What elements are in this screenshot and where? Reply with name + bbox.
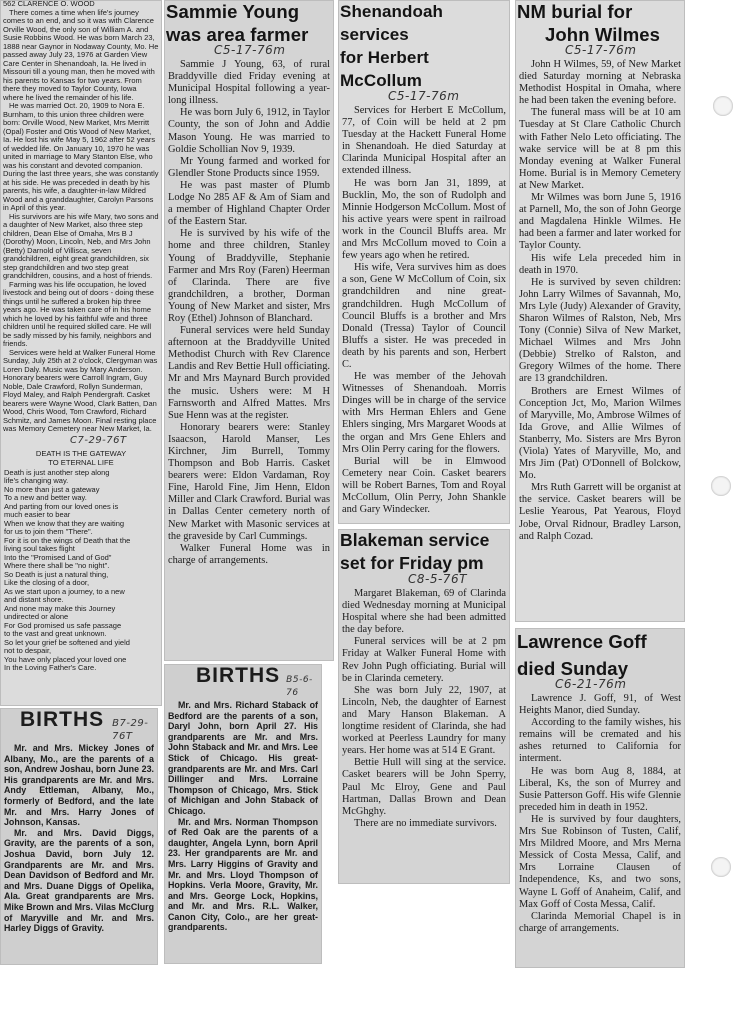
wilmes-paragraph: The funeral mass will be at 10 am Tuesday at St Clare Catholic Church with Father Nelo Leto officiating. The wake service will be at 8 pm this Monday evening at Walker Funeral Home. Burial is in Memory Cemetery at New Market.: [519, 107, 681, 191]
blakeman-paragraph: Margaret Blakeman, 69 of Clarinda died Wednesday morning at Municipal Hospital where she had been admitted the day before.: [342, 588, 506, 636]
wilmes-headline-line-1: NM burial for: [517, 1, 633, 22]
goff-paragraph: He is survived by four daughters, Mrs Sue Robinson of Tusten, Calif, Mrs Mildred Moore, and Mrs Merna Messick of Costa Messa, Calif, and Mrs Lorraine Clausen of Independence, Ks, and two sons, Wayne L Goff of Anaheim, Calif, and Max Goff of Costa Messa, Calif.: [519, 813, 681, 910]
wood-body: [0, 9, 162, 434]
poem-line: When we know that they are waiting: [4, 518, 125, 528]
mccollum-paragraph: Burial will be in Elmwood Cemetery near Coin. Casket bearers will be Robert Barnes, Tom and Royal McCollum, Olin Perry, John Shankle and Gary Windecker.: [342, 455, 506, 516]
mccollum-paragraph: His wife, Vera survives him as does a son, Gene W McCollum of Coin, six grandchildren and nine great-grandchildren. Hugh McCollum of Council Bluffs is a brother and Mrs Donald (Tressa) Taylor of Council Bluffs a sister. He was preceded in death by his parents and son, Herbert C.: [342, 262, 506, 370]
mccollum-obituary-clipping: [338, 0, 510, 524]
wood-paragraph: Farming was his life occupation, he loved livestock and being out of doors - doing these things until he suffered a broken hip three years ago. He was taken care of in his home which he loved by his faithful wife and three children until he required skilled care. He will be sadly missed by his family, neighbors and friends.: [3, 279, 154, 348]
poem-line: living soul takes flight: [4, 544, 75, 553]
poem-line: to the vast and great unknown.: [4, 629, 107, 638]
blakeman-paragraph: She was born July 22, 1907, at Lincoln, Neb, the daughter of Earnest and Mary Hanson Blakeman. A longtime resident of Clarinda, she had worked at Peerless Laundry for many years. Her home was at 514 E Grant.: [342, 684, 506, 757]
births-left-clipping: [0, 708, 158, 965]
births-left-paragraph: Mr. and Mrs. Mickey Jones of Albany, Mo., are the parents of a son, Andrew Joshau, born June 23. His grandparents are Mr. and Mrs. Andy Ettleman, Albany, Mo., formerly of Bedford, and the late Mr. and Mrs. Harry Jones of Johnson, Kansas.: [4, 743, 154, 828]
poem-title-line-1: DEATH IS THE GATEWAY: [35, 448, 127, 458]
poem-title-line-2: TO ETERNAL LIFE: [48, 458, 114, 467]
wilmes-obituary-clipping: [515, 0, 685, 622]
poem-line: Death is just another step along: [4, 467, 110, 477]
wood-paragraph: He was married Oct. 20, 1909 to Nora E. Burnham, to this union three children were born: Orville Wood, New Market, Mrs Merritt (Opal) Foster and Otis Wood of New Market, Ia. He lost his wife May 5, 1962 after 52 years of wedded life. On January 10, 1970 he was united in marriage to Mary Stanton Else, who was his constant and devoted companion. During the last three years, she was constantly at his side. He was preceded in death by his parents, his wife, a daughter-in-law Mildred Wood and a granddaughter, Carolyn Parsons in April of this year.: [3, 101, 159, 212]
poem-line: and distant shore.: [4, 595, 64, 604]
young-paragraph: Honorary bearers were: Stanley Isaacson, Harold Manser, Les Kirchner, Jim Burrell, Tommy Thompson and Bob Harris. Casket bearers were: Eldon Vardaman, Roy Fine, Harold Fine, Jim Henn, Eldon Miller and Clark Crawford. Burial was in Dallas Center cemetery north of New Market with Masonic services at the graveside by Carl Cummings.: [168, 421, 330, 542]
goff-obituary-clipping: [515, 628, 685, 968]
young-paragraph: He is survived by his wife of the home and three children, Stanley Young of Braddyville, Stephanie Farmer and Mrs Roy (Faren) Heerman of Clarinda. There are five grandchildren, a brother, Dorman Young of New Market and sister, Mrs Roy (Ethel) Johnson of Blanchard.: [168, 228, 330, 324]
poem-line: No more than just a gateway: [4, 484, 100, 494]
wood-obituary-clipping: [0, 0, 162, 706]
young-paragraph: Funeral services were held Sunday afternoon at the Braddyville United Methodist Church with Rev Clarence Landis and Rev Bettie Hull officiating. Mr and Mrs Maynard Burch provided the music. Ushers were: M H Farnsworth and Alfred Mattes. Mrs Sue Henn was at the register.: [168, 325, 330, 421]
poem-body: [0, 469, 162, 673]
wood-paragraph: There comes a time when life's journey comes to an end, and so it was with Clarence Orville Wood, the only son of William A. and Susie Robbins Wood. He was born March 23, 1888 near Gaynor in Nodaway County, Mo. He passed away July 23, 1976 at Garden View Care Center in Shenandoah, Ia. He lived in Missouri till a young man, then he moved with his parents to Kansas for two years. From there they moved to Taylor County, Iowa where he lived the remainder of his life.: [3, 7, 159, 102]
young-date-stamp: C5-17-76m: [214, 43, 286, 57]
mccollum-headline-line-2: for Herbert McCollum: [340, 48, 429, 90]
young-paragraph: Mr Young farmed and worked for Glendler Stone Products since 1959.: [168, 155, 330, 179]
blakeman-paragraph: Bettie Hull will sing at the service. Casket bearers will be John Sperry, Paul Mc Elroy, Gene and Paul Hartman, Dallas Brown and Dean McGhghy.: [342, 757, 506, 817]
young-paragraph: Sammie J Young, 63, of rural Braddyville died Friday evening at Municipal Hospital following a year-long illness.: [168, 59, 330, 107]
wilmes-headline-line-2: John Wilmes: [545, 24, 661, 45]
poem-line: And parting from our loved ones is: [4, 501, 119, 511]
mccollum-paragraph: Services for Herbert E McCollum, 77, of Coin will be held at 2 pm Tuesday at the Hackett Funeral Home in Shenandoah. He died Saturday at Clarinda Municipal Hospital after an extended illness.: [342, 105, 506, 177]
blakeman-headline-line-2: set for Friday pm: [340, 553, 484, 573]
wilmes-paragraph: His wife Lela preceded him in death in 1970.: [519, 252, 681, 276]
births-mid-body: [164, 700, 322, 933]
wood-header: 562 CLARENCE O. WOOD: [3, 0, 95, 8]
wood-paragraph: Services were held at Walker Funeral Home Sunday, July 25th at 2 o'clock, Clergyman was Loren Daly. Music was by Mary Anderson. Honorary bearers were Carroll Ingram, Guy Noble, Dale Crawford, Rollyn Sunderman, Floyd Maley, and Ralph Pendergraft. Casket bearers were Wayne Wood, Clark Batten, Dan Wood, Chris Wood, Tom Crawford, Richard Schmitz, and James Moon. Final resting place was Memory Cemetery near New Market, Ia.: [3, 347, 158, 433]
blakeman-headline-line-1: Blakeman service: [340, 530, 490, 550]
wilmes-paragraph: He is survived by seven children: John Larry Wilmes of Savannah, Mo, Mrs Lyle (Judy) Alexander of Gravity, Sharon Wilmes of Ralston, Neb, Mrs Tony (Connie) Silva of New Market, Michael Wilmes and Mrs John (Debbie) Strelko of Ralston, and Gregory Wilmes of the home. There are 13 grandchildren.: [519, 276, 681, 385]
poem-line: So let your grief be softened and yield: [4, 637, 130, 647]
young-body: [164, 59, 334, 567]
poem-line: for us to join them "There".: [4, 527, 93, 536]
mccollum-paragraph: He was member of the Jehovah Witnesses of Shenandoah. Morris Dinges will be in charge of the service with Mrs Herman Ehlers and Gene Ehlers singing, Mrs Margaret Woods at the organ and Mrs Gene Ehlers and Mrs Olin Perry caring for the flowers.: [342, 371, 506, 455]
goff-paragraph: Lawrence J. Goff, 91, of West Heights Manor, died Sunday.: [519, 693, 681, 717]
poem-line: Like the closing of a door,: [4, 578, 90, 587]
blakeman-body: [338, 588, 510, 830]
wilmes-paragraph: Brothers are Ernest Wilmes of Conception Jct, Mo, Marion Wilmes of Maryville, Mo, Ambrose Wilmes of Ida Grove, and Allie Wilmes of Stanberry, Mo. Sisters are Mrs Byron (Viola) Yates of Maryville, Mo, and Mrs Jim (Pat) O'Donnell of Bolckow, Mo.: [519, 385, 681, 482]
binder-hole: [713, 96, 733, 116]
births-left-paragraph: Mr. and Mrs. David Diggs, Gravity, are the parents of a son, Joshua David, born July 12. Grandparents are Mr. and Mrs. Dean Davidson of Bedford and Mr. and Mrs. Duane Diggs of Opelika, Ala. Great grandparents are Mrs. Mike Brown and Mrs. Vilas McClurg of Maryville and Mr. and Mrs. Harley Diggs of Gravity.: [4, 827, 154, 934]
wilmes-date-stamp: C5-17-76m: [565, 43, 637, 57]
poem-line: much easier to bear: [4, 510, 71, 519]
goff-headline-line-1: Lawrence Goff: [517, 631, 647, 652]
poem-line: So Death is just a natural thing,: [4, 569, 109, 579]
goff-body: [515, 693, 685, 935]
wilmes-paragraph: Mr Wilmes was born June 5, 1916 at Parnell, Mo, the son of John George and Magdalena Hinkle Wilmes. He had been a farmer and later worked for Taylor County.: [519, 192, 681, 252]
blakeman-date-stamp: C8-5-76T: [408, 572, 467, 586]
goff-headline-line-2: died Sunday: [517, 658, 629, 679]
mccollum-paragraph: He was born Jan 31, 1899, at Bucklin, Mo, the son of Rudolph and Minnie Hodgerson McCollum. Most of his active years were spent in railroad work in the Council Bluffs area. Mr and Mrs McCollum moved to Coin a few years ago when he retired.: [342, 177, 506, 262]
poem-line: You have only placed your loved one: [4, 654, 127, 664]
births-mid-paragraph: Mr. and Mrs. Richard Staback of Bedford are the parents of a son, Daryl John, born April 27. His grandparents are Mr. and Mrs. John Staback and Mr. and Mrs. Lee Stick of Chicago. His great-grandparents are Mr. and Mrs. Carl Dillinger and Mrs. Lorraine Thompson of Chicago, Mrs. Stick of Michigan and John Staback of Chicago.: [168, 700, 318, 816]
wilmes-body: [515, 59, 685, 543]
poem-line: not to despair,: [4, 646, 52, 655]
wood-date-stamp: C7-29-76T: [70, 434, 127, 446]
blakeman-paragraph: Funeral services will be at 2 pm Friday at Walker Funeral Home with Rev John Pugh officiating. Burial will be in Clarinda cemetery.: [342, 636, 506, 684]
goff-paragraph: He was born Aug 8, 1884, at Liberal, Ks, the son of Murrey and Susie Patterson Goff. His wife Glennie preceded him in death in 1952.: [519, 765, 681, 813]
young-obituary-clipping: [164, 0, 334, 661]
births-left-body: [0, 743, 158, 934]
poem-line: Where there shall be "no night".: [4, 561, 110, 570]
poem-line: As we start upon a journey, to a new: [4, 586, 125, 596]
binder-hole: [711, 857, 731, 877]
mccollum-date-stamp: C5-17-76m: [388, 89, 460, 103]
goff-date-stamp: C6-21-76m: [555, 677, 627, 691]
poem-line: life's changing way.: [4, 476, 69, 485]
young-paragraph: Walker Funeral Home was in charge of arrangements.: [168, 542, 330, 566]
blakeman-paragraph: There are no immediate survivors.: [354, 817, 497, 829]
births-mid-paragraph: Mr. and Mrs. Norman Thompson of Red Oak are the parents of a daughter, Angela Lynn, born April 23. Her grandparents are Mr. and Mrs. Larry Higgins of Gravity and Mr. and Mrs. Lloyd Thompson of Hopkins. Verla Moore, Gravity, Mr. and Mrs. George Lock, Hopkins, and Mr. and Mrs. R.L. Walker, Canon City, Colo., are her great-grandparents.: [168, 816, 318, 933]
young-headline-line-1: Sammie Young: [166, 1, 300, 22]
poem-line: For God promised us safe passage: [4, 620, 122, 630]
poem-line: To a new and better way.: [4, 493, 87, 502]
wilmes-paragraph: Mrs Ruth Garrett will be organist at the service. Casket bearers will be Leslie Yearous, Pat Yearous, Floyd Jobe, Orval Ridnour, Bradley Larson, and Ralph Cozad.: [519, 482, 681, 542]
births-mid-clipping: [164, 664, 322, 964]
goff-paragraph: Clarinda Memorial Chapel is in charge of arrangements.: [519, 910, 681, 934]
young-headline-line-2: was area farmer: [166, 24, 309, 45]
births-left-title: BIRTHS: [20, 708, 105, 731]
binder-hole: [711, 476, 731, 496]
young-paragraph: He was born July 6, 1912, in Taylor County, the son of John and Addie Mason Young. He was married to Goldie Schollian Nov 9, 1939.: [168, 107, 330, 155]
mccollum-headline-line-1: Shenandoah services: [340, 2, 444, 44]
wilmes-paragraph: John H Wilmes, 59, of New Market died Saturday morning at Nebraska Methodist Hospital in Omaha, where he had been taken the evening before.: [519, 59, 681, 107]
poem-line: And none may make this Journey: [4, 603, 116, 613]
births-mid-title: BIRTHS: [196, 664, 281, 687]
births-left-date-stamp: B7-29-76T: [112, 718, 149, 742]
poem-line: In the Loving Father's Care.: [4, 663, 97, 672]
births-mid-date-stamp: B5-6-76: [286, 675, 313, 698]
goff-paragraph: According to the family wishes, his remains will be cremated and his ashes returned to California for interment.: [519, 717, 681, 765]
poem-line: undirected or alone: [4, 612, 69, 621]
young-paragraph: He was past master of Plumb Lodge No 285 AF & Am of Siam and a member of Highland Chapter Order of the Eastern Star.: [168, 179, 330, 228]
mccollum-body: [338, 105, 510, 516]
poem-line: Into the "Promised Land of God": [4, 552, 112, 562]
poem-line: For it is on the wings of Death that the: [4, 535, 131, 545]
blakeman-obituary-clipping: [338, 529, 510, 884]
wood-paragraph: His survivors are his wife Mary, two sons and a daughter of New Market, also three step children, Dean Else of Omaha, Mrs B J (Dorothy) Moon, Lincoln, Neb, and Mrs John (Betty) Darnold of Villisca, seven grandchildren, eight great grandchildren, six step grandchildren and two step great grandchildren, cousins, and a host of friends.: [3, 211, 159, 280]
